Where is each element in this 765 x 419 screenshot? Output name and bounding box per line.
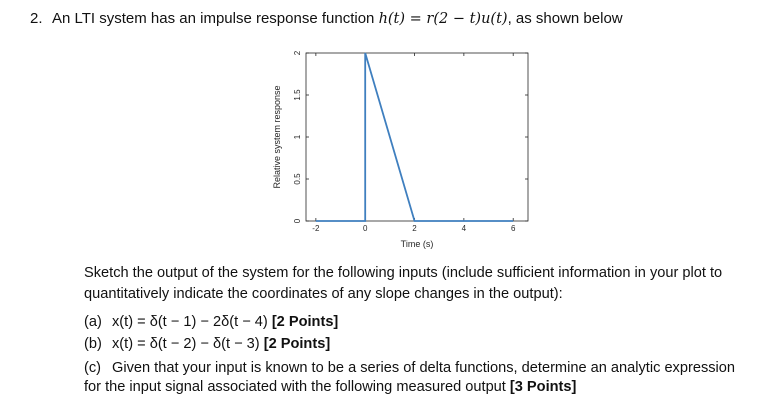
x-tick-label: 2 bbox=[412, 224, 417, 233]
y-tick-label: 1.5 bbox=[293, 89, 302, 101]
x-axis-label: Time (s) bbox=[400, 239, 434, 249]
y-tick-label: 0 bbox=[293, 218, 302, 224]
y-tick-label: 2 bbox=[293, 50, 302, 56]
part-c bbox=[84, 359, 744, 397]
x-tick-label: 4 bbox=[461, 224, 467, 233]
part-c-text: Given that your input is known to be a series of delta functions, determine an analytic expression for the input signal associated with the following measured output bbox=[84, 360, 736, 395]
part-b bbox=[84, 336, 330, 352]
impulse-response-formula: h(t) = r(2 − t)u(t) bbox=[378, 11, 508, 27]
part-b-equation: x(t) = δ(t − 2) − δ(t − 3) bbox=[112, 336, 260, 352]
instructions-text: Sketch the output of the system for the following inputs (include sufficient information in your plot to quantitatively indicate the coordinates of any slope changes in the output): bbox=[84, 265, 723, 302]
part-b-points: [2 Points] bbox=[263, 336, 331, 352]
question-header bbox=[30, 10, 623, 27]
part-a-points: [2 Points] bbox=[271, 314, 339, 330]
y-tick-label: 0.5 bbox=[293, 173, 302, 185]
question-number: 2. bbox=[30, 10, 43, 27]
part-b-label: (b) bbox=[84, 336, 102, 352]
part-a-label: (a) bbox=[84, 314, 102, 330]
y-tick-label: 1 bbox=[293, 134, 302, 140]
x-tick-label: 6 bbox=[510, 224, 516, 233]
x-tick-label: -2 bbox=[312, 224, 320, 233]
question-intro: An LTI system has an impulse response function bbox=[52, 10, 379, 27]
part-c-label: (c) bbox=[84, 360, 102, 376]
x-tick-label: 0 bbox=[362, 224, 368, 233]
part-c-points: [3 Points] bbox=[509, 379, 577, 395]
plot-area bbox=[306, 53, 528, 221]
part-a-equation: x(t) = δ(t − 1) − 2δ(t − 4) bbox=[112, 314, 268, 330]
y-axis-label: Relative system response bbox=[272, 85, 282, 189]
question-outro: , as shown below bbox=[507, 10, 623, 27]
impulse-response-chart bbox=[268, 45, 538, 255]
part-a bbox=[84, 314, 338, 330]
